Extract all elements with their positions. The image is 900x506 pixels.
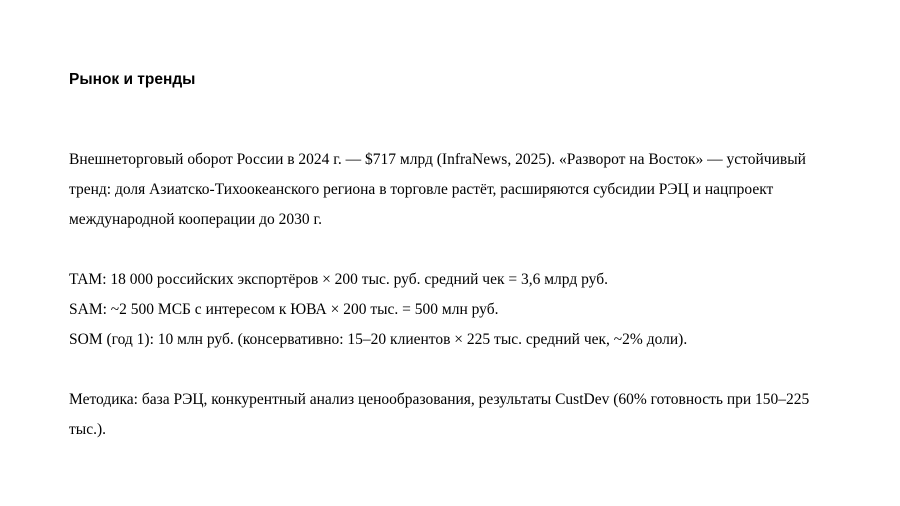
slide-title: Рынок и тренды (69, 71, 196, 88)
tam-line: TAM: 18 000 российских экспортёров × 200 тыс. руб. средний чек = 3,6 млрд руб. (69, 271, 608, 288)
market-overview-paragraph: Внешнеторговый оборот России в 2024 г. — $717 млрд (InfraNews, 2025). «Разворот на Восток» — устойчивый тренд: доля Азиатско-Тихоокеанского региона в торговле растёт, расширяются субсидии РЭЦ и нацпроект международной кооперации до 2030 г. (69, 151, 806, 228)
som-line: SOM (год 1): 10 млн руб. (консервативно: 15–20 клиентов × 225 тыс. средний чек, ~2% доли). (69, 331, 688, 348)
slide-body (69, 145, 829, 445)
sam-line: SAM: ~2 500 МСБ с интересом к ЮВА × 200 тыс. = 500 млн руб. (69, 301, 499, 318)
paragraph-spacer (69, 355, 829, 385)
methodology-paragraph: Методика: база РЭЦ, конкурентный анализ ценообразования, результаты CustDev (60% готовность при 150–225 тыс.). (69, 391, 810, 438)
paragraph-spacer (69, 235, 829, 265)
